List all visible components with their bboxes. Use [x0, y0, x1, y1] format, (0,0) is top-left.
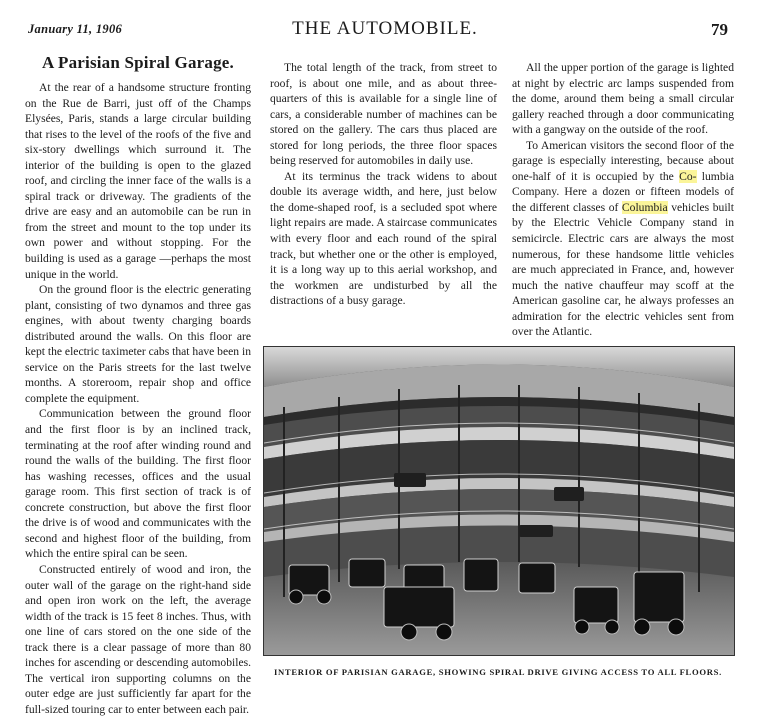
article-column-1 [25, 52, 251, 717]
paragraph: The total length of the track, from street to roof, is about one mile, and as about three-quarters of this is available for a single line of cars, a considerable number of machines can be stored on the gallery. The cars thus placed are stored for long periods, the three floor spaces being reserved for automobiles in daily use. [270, 61, 497, 168]
paragraph: All the upper portion of the garage is lighted at night by electric arc lamps suspended from the dome, around them being a small circular gallery reached through a door communicating with a gangway on the outside of the roof. [512, 61, 734, 137]
highlighted-text: Co- [679, 169, 697, 183]
text-run: To American visitors the second floor of the garage is especially interesting, because about one-half of it is occupied by the [512, 138, 734, 183]
highlighted-text: Columbia [621, 200, 668, 214]
article-column-3 [512, 60, 734, 340]
paragraph [512, 138, 734, 340]
article-column-2 [270, 60, 497, 309]
paragraph: Communication between the ground floor and the first floor is by an inclined track, terminating at the roof after winding round and round the walls of the building. The first floor has washing recesses, offices and the usual garage room. This first section of track is of concrete construction, but above the first floor the drive is of wood and communicates with the second and highest floor of the building, from which the entire spiral can be seen. [25, 407, 251, 561]
page-number: 79 [711, 20, 728, 39]
paragraph: At its terminus the track widens to about double its average width, and here, just below the dome-shaped roof, is a secluded spot where light repairs are made. A staircase communicates with every floor and each round of the spiral track, but whether one or the other is employed, it is a long way up to this aerial workshop, and the workmen are undisturbed by all the distractions of a busy garage. [270, 169, 497, 308]
figure-caption: INTERIOR OF PARISIAN GARAGE, SHOWING SPIRAL DRIVE GIVING ACCESS TO ALL FLOORS. [273, 667, 722, 677]
paragraph: Constructed entirely of wood and iron, the outer wall of the garage on the right-hand side and open iron work on the left, the average width of the track is 15 feet 8 inches. Thus, with one line of cars stored on the one side of the track there is a clear passage of more than 80 inches for ascending or descending automobiles. The vertical iron supporting columns on the outer edge are just sufficiently far apart for the full-sized touring car to enter between each pair. [25, 562, 251, 716]
garage-interior-illustration [264, 347, 734, 655]
garage-photograph [263, 346, 735, 656]
paragraph: At the rear of a handsome structure fronting on the Rue de Barri, just off of the Champs Elysées, Paris, stands a large circular building that rises to the level of the roofs of the five and six-story dwellings which surround it. The interior of the building is open to the glazed roof, and circling the inner face of the walls is a spiral track or driveway. The gradients of the drive are easy and an automobile can be run in from the street and mount to the top under its own power and without stopping. For the building is used as a garage —perhaps the most unique in the world. [25, 81, 251, 281]
article-title: A Parisian Spiral Garage. [42, 53, 234, 72]
text-run: lumbia Company. Here a dozen or fifteen models of the different classes of [512, 169, 734, 214]
paragraph: On the ground floor is the electric generating plant, consisting of two dynamos and three gas engines, with about twenty charging boards distributed around the walls. On this floor are kept the electric taximeter cabs that have been in service on the Paris streets for the last twelve months. A storeroom, repair shop and office complete the equipment. [25, 283, 251, 405]
text-run: vehicles built by the Electric Vehicle Company stand in semicircle. Electric cars are always the most numerous, for these handsome little vehicles are much appreciated in France, and, however much the native chauffeur may scoff at the American gasoline car, he always professes an admiration for the electric vehicles sent from over the Atlantic. [512, 200, 734, 339]
issue-date: January 11, 1906 [28, 22, 123, 36]
publication-title: THE AUTOMOBILE. [292, 18, 478, 39]
